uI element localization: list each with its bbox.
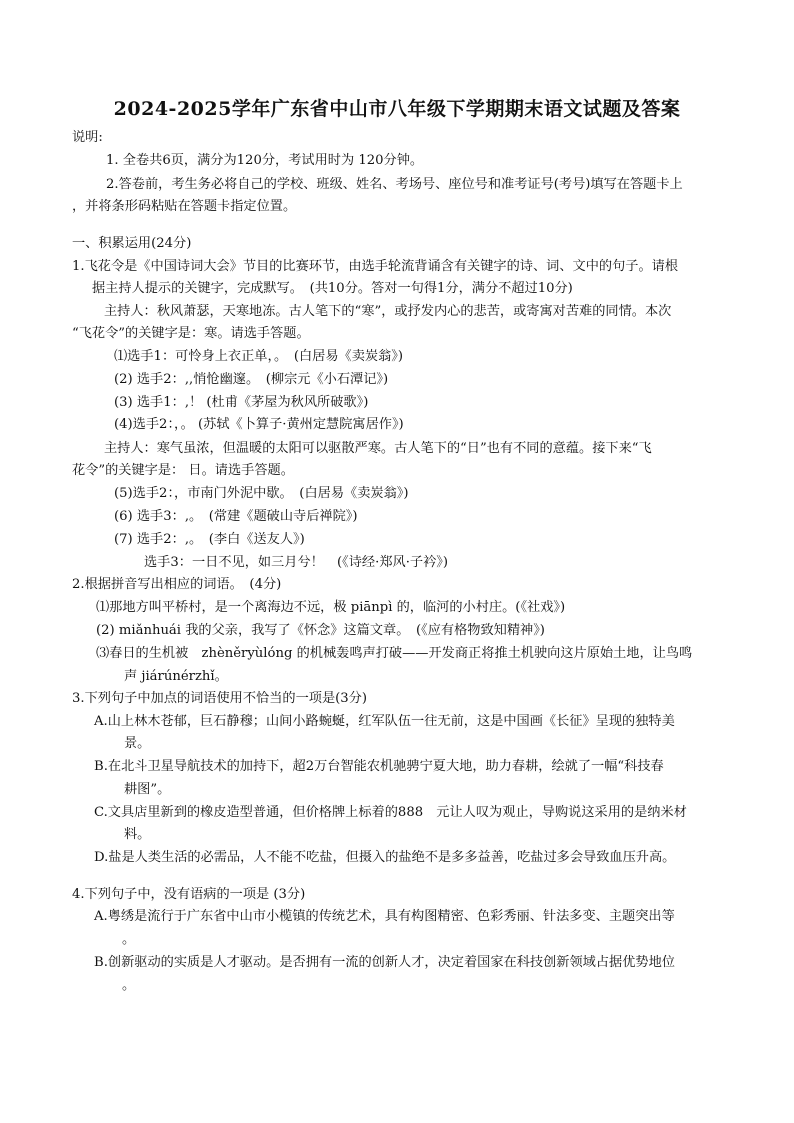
q2-stem: 2.根据拼音写出相应的词语。 (4分) (72, 577, 282, 592)
q3-stem: 3.下列句子中加点的词语使用不恰当的一项是(3分) (72, 691, 368, 706)
document-title: 2024-2025学年广东省中山市八年级下学期期末语文试题及答案 (113, 98, 681, 120)
q3-option: 耕图”。 (124, 782, 171, 797)
q1-host-line: 花令”的关键字是： 日。请选手答题。 (72, 463, 294, 478)
q3-option: A.山上林木苍郁，巨石静穆；山间小路蜿蜒，红军队伍一往无前，这是中国画《长征》呈现的独特美 (94, 714, 675, 729)
section-title: 一、积累运用(24分) (72, 236, 192, 251)
note-line: ，并将条形码粘贴在答题卡指定位置。 (72, 199, 297, 214)
notes-label: 说明: (72, 130, 103, 145)
q3-option: 景。 (124, 736, 151, 751)
q1-item: (4)选手2：，。 (苏轼《卜算子·黄州定慧院寓居作》) (114, 417, 404, 432)
q2-item: (2) miǎnhuái 我的父亲，我写了《怀念》这篇文章。 (《应有格物致知精神》) (96, 623, 545, 638)
q1-host-line: “飞花令”的关键字是：寒。请选手答题。 (72, 326, 310, 341)
q3-option: B.在北斗卫星导航技术的加持下，超2万台智能农机驰骋宁夏大地，助力春耕，绘就了一幅“科技春 (94, 759, 664, 774)
q1-stem: 1.飞花令是《中国诗词大会》节目的比赛环节，由选手轮流背诵含有关键字的诗、词、文中的句子。请根 (72, 259, 679, 274)
q1-item: (3) 选手1：,！ (杜甫《茅屋为秋风所破歌》) (114, 395, 369, 410)
q1-item: (2) 选手2：,,悄怆幽邃。 (柳宗元《小石潭记》) (114, 372, 389, 387)
note-line: 2.答卷前，考生务必将自己的学校、班级、姓名、考场号、座位号和准考证号(考号)填写在答题卡上 (106, 177, 683, 192)
q1-host-line: 主持人：秋风萧瑟，天寒地冻。古人笔下的“寒”，或抒发内心的悲苦，或寄寓对苦难的同情。本次 (104, 304, 672, 319)
q1-item: (5)选手2：，市南门外泥中歇。 (白居易《卖炭翁》) (114, 486, 409, 501)
q1-item: 选手3：一日不见，如三月兮！ (《诗经·郑风·子衿》) (144, 555, 448, 570)
q2-item: ⑶春日的生机被 zhèněryùlóng 的机械轰鸣声打破——开发商正将推土机驶向这片原始土地，让鸟鸣 (96, 646, 693, 661)
q4-option: B.创新驱动的实质是人才驱动。是否拥有一流的创新人才，决定着国家在科技创新领域占据优势地位 (94, 955, 675, 970)
q1-item: (6) 选手3：,。 (常建《题破山寺后禅院》) (114, 509, 358, 524)
q2-item: ⑴那地方叫平桥村，是一个离海边不远，极 piānpì 的，临河的小村庄。(《社戏》) (96, 600, 566, 615)
q3-option: D.盐是人类生活的必需品，人不能不吃盐，但摄入的盐绝不是多多益善，吃盐过多会导致血压升高。 (94, 850, 676, 865)
q4-stem: 4.下列句子中，没有语病的一项是 (3分) (72, 887, 306, 902)
q1-stem: 据主持人提示的关键字，完成默写。 (共10分。答对一句得1分，满分不超过10分) (92, 281, 573, 296)
q4-option: 。 (122, 978, 136, 993)
note-line: 1. 全卷共6页，满分为120分，考试用时为 120分钟。 (106, 153, 424, 168)
q1-item: (7) 选手2：,。 (李白《送友人》) (114, 532, 305, 547)
q4-option: 。 (122, 932, 136, 947)
q3-option: C.文具店里新到的橡皮造型普通，但价格牌上标着的888 元让人叹为观止，导购说这采用的是纳米材 (94, 805, 687, 820)
q3-option: 料。 (124, 827, 151, 842)
q4-option: A.粤绣是流行于广东省中山市小榄镇的传统艺术，具有构图精密、色彩秀丽、针法多变、主题突出等 (94, 909, 675, 924)
q2-item: 声 jiárúnérzhǐ。 (124, 669, 228, 684)
q1-host-line: 主持人：寒气虽浓，但温暖的太阳可以驱散严寒。古人笔下的“日”也有不同的意蕴。接下来“飞 (104, 441, 652, 456)
q1-item: ⑴选手1：可怜身上衣正单，。 (白居易《卖炭翁》) (114, 349, 404, 364)
